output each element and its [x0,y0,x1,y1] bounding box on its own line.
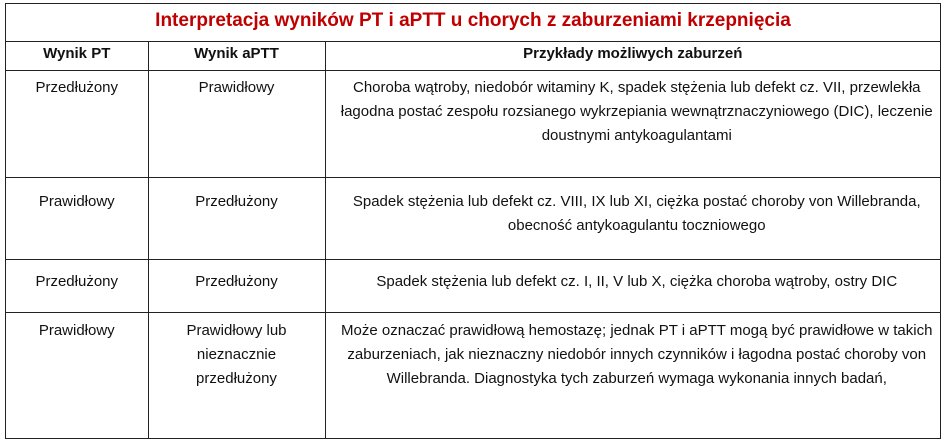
cell-pt: Przedłużony [6,70,148,177]
table-row [6,259,940,312]
table-frame [5,3,941,439]
table-row [6,70,940,177]
cell-aptt: Prawidłowy [148,70,325,177]
table-title: Interpretacja wyników PT i aPTT u chorych z zaburzeniami krzepnięcia [6,4,940,42]
cell-pt: Przedłużony [6,259,148,312]
cell-pt: Prawidłowy [6,177,148,259]
header-examples: Przykłady możliwych zaburzeń [325,41,940,70]
cell-aptt: Przedłużony [148,177,325,259]
header-pt: Wynik PT [6,41,148,70]
cell-examples: Spadek stężenia lub defekt cz. I, II, V lub X, ciężka choroba wątroby, ostry DIC [325,259,940,312]
cell-examples: Spadek stężenia lub defekt cz. VIII, IX lub XI, ciężka postać choroby von Willebranda, obecność antykoagulantu toczniowego [325,177,940,259]
cell-examples: Choroba wątroby, niedobór witaminy K, spadek stężenia lub defekt cz. VII, przewlekła łagodna postać zespołu rozsianego wykrzepiania wewnątrznaczyniowego (DIC), leczenie doustnymi antykoagulantami [325,70,940,177]
cell-examples: Może oznaczać prawidłową hemostazę; jednak PT i aPTT mogą być prawidłowe w takich zaburzeniach, jak nieznaczny niedobór innych czynników i łagodna postać choroby von Willebranda. Diagnostyka tych zaburzeń wymaga wykonania innych badań, [325,312,940,439]
cell-pt: Prawidłowy [6,312,148,439]
header-aptt: Wynik aPTT [148,41,325,70]
cell-aptt: Prawidłowy lub nieznacznie przedłużony [148,312,325,439]
cell-aptt: Przedłużony [148,259,325,312]
table-row [6,177,940,259]
table-row [6,312,940,439]
results-table [6,41,940,439]
header-row [6,41,940,70]
